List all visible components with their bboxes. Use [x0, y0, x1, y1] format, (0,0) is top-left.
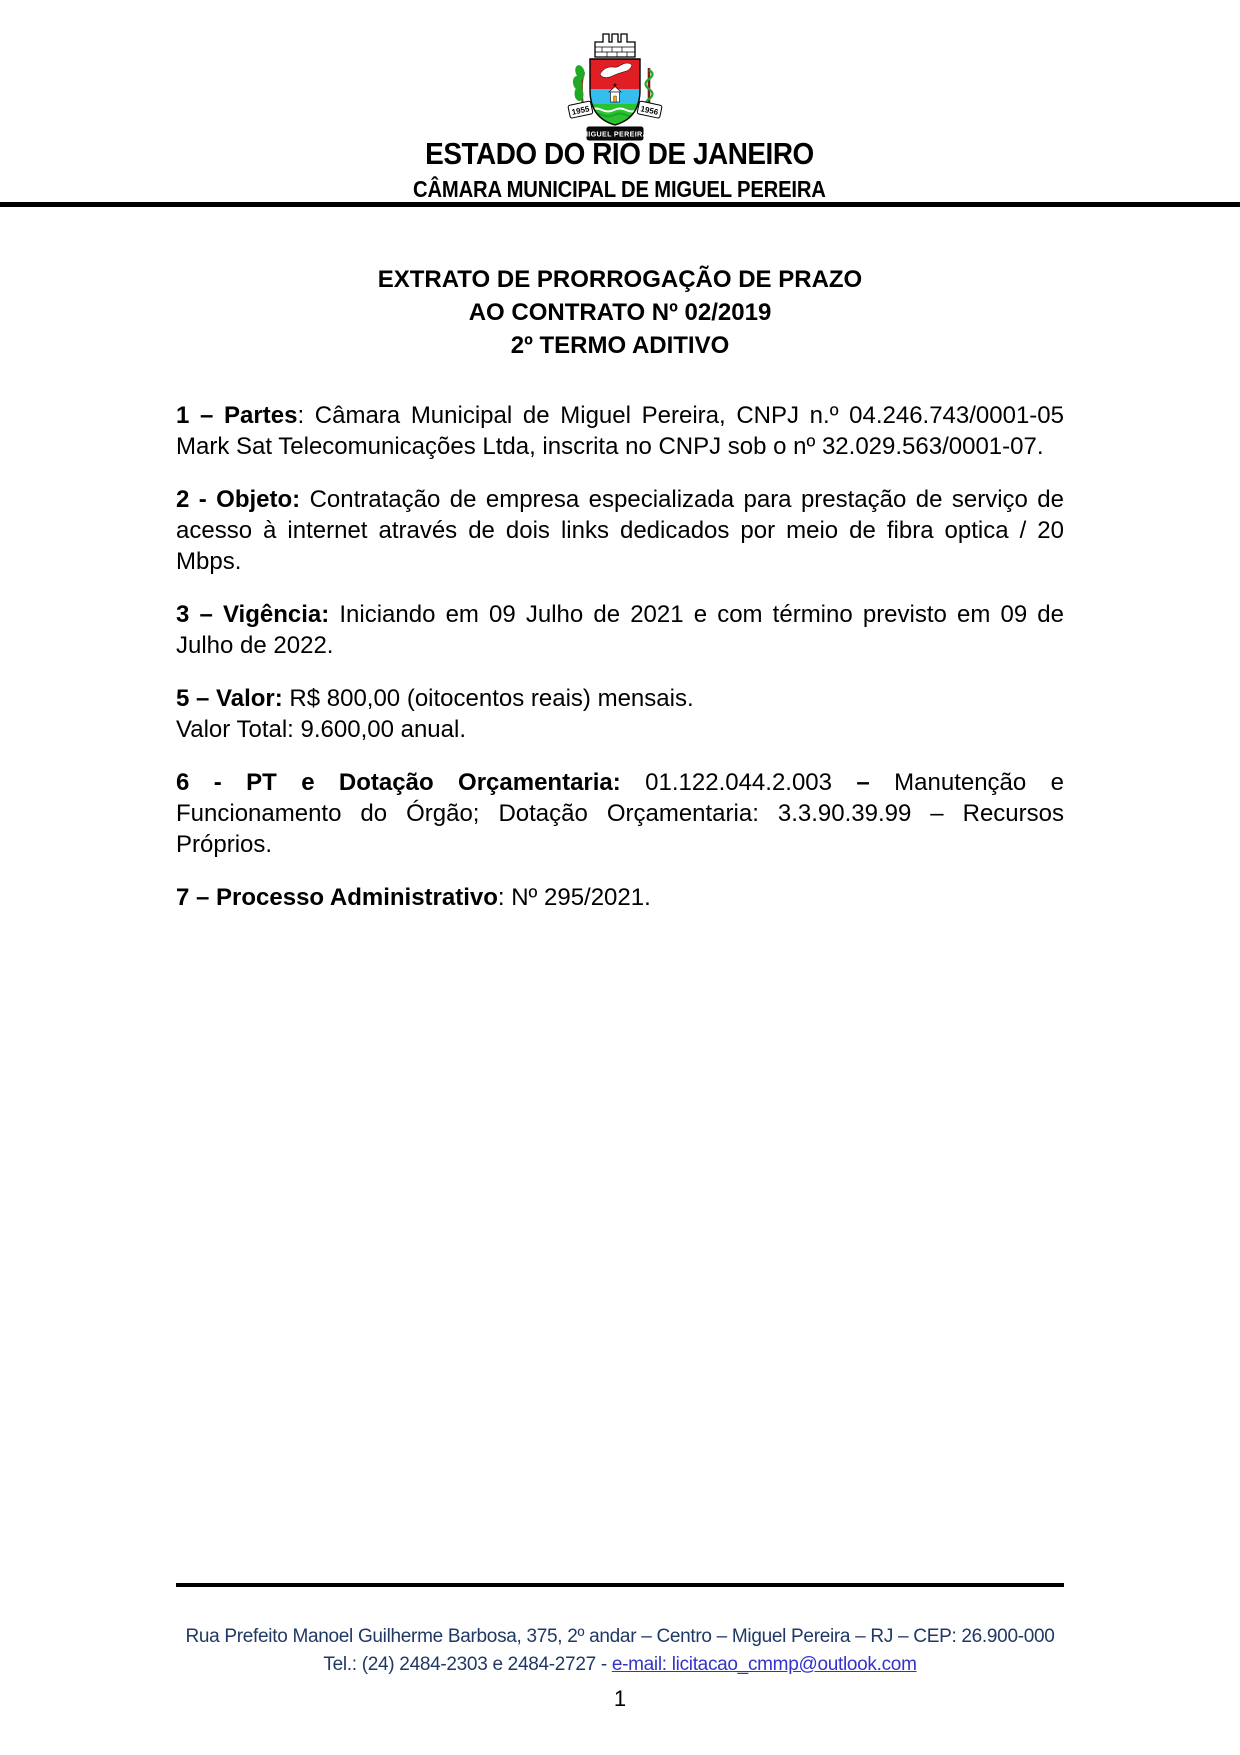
footer [176, 1583, 1064, 1712]
org-title: CÂMARA MUNICIPAL DE MIGUEL PEREIRA [413, 176, 826, 202]
title-line-1: EXTRATO DE PRORROGAÇÃO DE PRAZO [377, 266, 863, 293]
document-body [176, 263, 1064, 935]
coat-of-arms-icon [562, 26, 668, 142]
title-line-3: 2º TERMO ADITIVO [510, 332, 730, 359]
paragraph: 5 – Valor: R$ 800,00 (oitocentos reais) mensais. Valor Total: 9.600,00 anual. [176, 685, 694, 743]
footer-phone: Tel.: (24) 2484-2303 e 2484-2727 - [323, 1654, 612, 1675]
title-line-2: AO CONTRATO Nº 02/2019 [468, 299, 772, 326]
scroll-right [637, 101, 662, 118]
footer-email-link[interactable]: e-mail: licitacao_cmmp@outlook.com [611, 1654, 917, 1675]
paragraph: 6 - PT e Dotação Orçamentaria: 01.122.044.2.003 – Manutenção e Funcionamento do Órgão; Dotação Orçamentaria: 3.3.90.39.99 – Recursos Próprios. [176, 769, 1064, 858]
paragraph: 1 – Partes: Câmara Municipal de Miguel Pereira, CNPJ n.º 04.246.743/0001-05 Mark Sat Telecomunicações Ltda, inscrita no CNPJ sob o nº 32.029.563/0001-07. [176, 402, 1064, 460]
paragraph: 3 – Vigência: Iniciando em 09 Julho de 2021 e com término previsto em 09 de Julho de 2022. [176, 601, 1065, 659]
footer-rule [176, 1583, 1064, 1587]
year-left-label: 1955 [570, 104, 591, 117]
scroll-left [568, 101, 593, 118]
banner-label: MIGUEL PEREIRA [582, 129, 648, 139]
paragraph: 2 - Objeto: Contratação de empresa especializada para prestação de serviço de acesso à internet através de dois links dedicados por meio de fibra optica / 20 Mbps. [176, 486, 1064, 575]
year-right-label: 1956 [639, 104, 660, 117]
crown-shape [595, 34, 635, 57]
left-branch [572, 64, 587, 106]
state-title: ESTADO DO RIO DE JANEIRO [425, 136, 814, 171]
document-title [176, 263, 1064, 362]
header-rule [0, 202, 1240, 207]
footer-address: Rua Prefeito Manoel Guilherme Barbosa, 375, 2º andar – Centro – Miguel Pereira – RJ – CEP: 26.900-000 [185, 1626, 1055, 1647]
shield [590, 59, 640, 126]
footer-contact [176, 1651, 1064, 1679]
paragraph: 7 – Processo Administrativo: Nº 295/2021. [176, 884, 651, 911]
page-number: 1 [613, 1686, 627, 1711]
